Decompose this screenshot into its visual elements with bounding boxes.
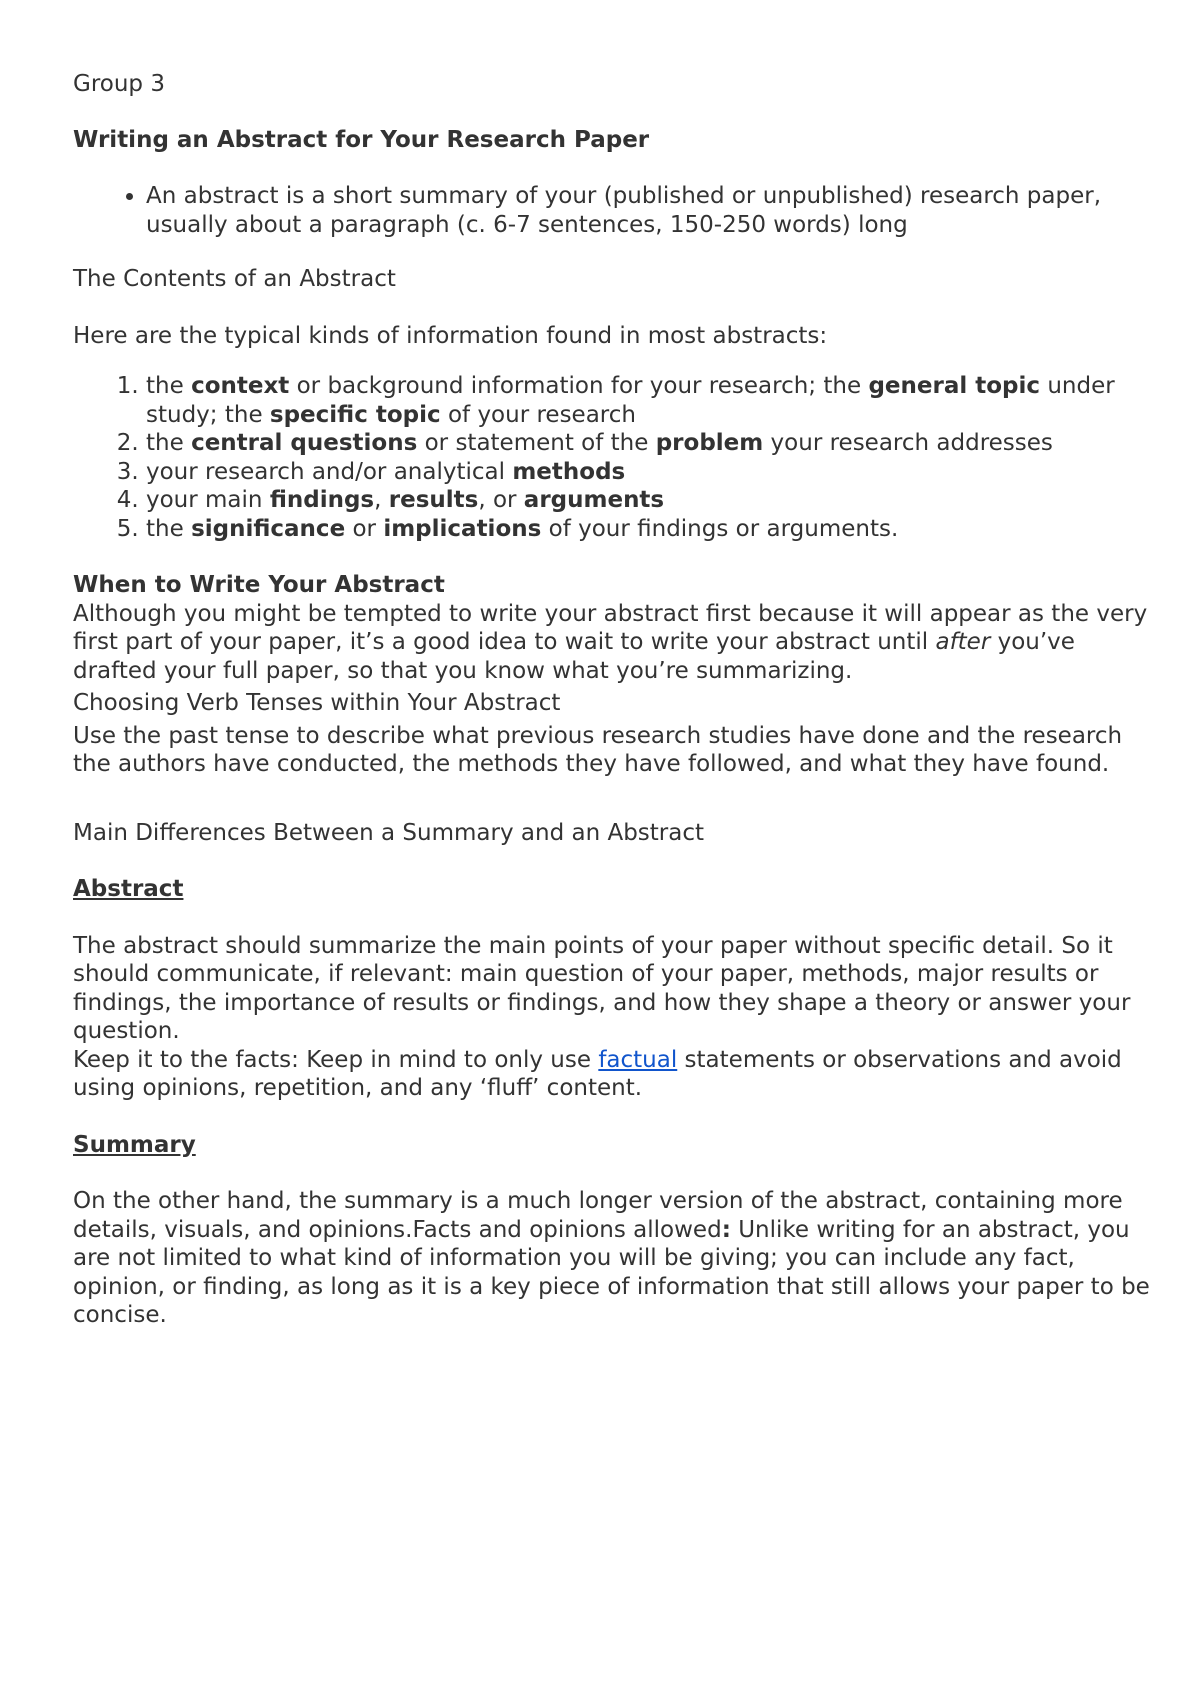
when-heading: When to Write Your Abstract: [73, 572, 445, 598]
summary-text: On the other hand, the summary is a much longer version of the abstract, containing more details, visuals, and opinions.Facts and opinions allowed: [73, 1188, 1123, 1243]
list-bold-text: central questions: [191, 430, 418, 456]
list-text: the: [146, 515, 192, 542]
list-text: or background information for your research; the: [289, 373, 869, 399]
group-label: Group 3: [73, 71, 165, 97]
list-text: your main: [146, 487, 270, 513]
when-text: Although you might be tempted to write your abstract first because it will appear as the very first part of your paper, it’s a good idea to wait to write your abstract until: [73, 600, 1148, 655]
list-text: , or: [478, 487, 524, 513]
contents-intro: Here are the typical kinds of information found in most abstracts:: [73, 322, 828, 349]
differences-heading: Main Differences Between a Summary and an Abstract: [73, 819, 705, 846]
document-page: [73, 70, 1153, 1330]
list-bold-text: significance: [191, 515, 346, 542]
document-title: Writing an Abstract for Your Research Paper: [73, 126, 650, 153]
abstract-heading: Abstract: [73, 876, 184, 902]
list-item: [146, 486, 1153, 515]
intro-bullet-item: • An abstract is a short summary of your (published or unpublished) research paper, usually about a paragraph (c. 6-7 sentences, 150-250 words) long: [146, 182, 1153, 239]
when-paragraph: [73, 600, 1153, 686]
verb-paragraph: Use the past tense to describe what previous research studies have done and the research the authors have conducted, the methods they have followed, and what they have found.: [73, 722, 1123, 777]
verb-heading: Choosing Verb Tenses within Your Abstract: [73, 690, 561, 716]
facts-text: Keep it to the facts: Keep in mind to only use: [73, 1046, 599, 1073]
list-bold-text: methods: [512, 458, 626, 485]
list-item: [146, 515, 1153, 544]
intro-bullet-list: [73, 182, 1153, 239]
list-item: [146, 429, 1153, 458]
list-text: your research addresses: [763, 430, 1053, 456]
list-bold-text: general topic: [868, 373, 1041, 399]
list-text: of your findings or arguments.: [541, 515, 899, 542]
list-bold-text: problem: [655, 430, 764, 456]
summary-heading: Summary: [73, 1131, 196, 1158]
list-text: ,: [374, 487, 389, 513]
contents-numbered-list: [73, 372, 1153, 543]
list-bold-text: findings: [269, 487, 375, 513]
facts-paragraph: [73, 1046, 1153, 1103]
list-bold-text: context: [191, 373, 290, 399]
list-text: your research and/or analytical: [146, 458, 513, 485]
contents-heading: The Contents of an Abstract: [73, 266, 396, 292]
summary-text: Unlike writing for an abstract, you are not limited to what kind of information you will be giving; you can include any fact, opinion, or finding, as long as it is a key piece of information that still allows your paper to be concise.: [73, 1216, 1150, 1328]
list-bold-text: implications: [383, 515, 542, 542]
list-bold-text: arguments: [523, 487, 665, 513]
list-text: of your research: [440, 401, 636, 428]
facts-text: statements or observations and avoid using opinions, repetition, and any ‘fluff’ content.: [73, 1046, 1122, 1101]
list-bold-text: results: [388, 487, 479, 513]
list-item: [146, 458, 1153, 487]
abstract-paragraph: The abstract should summarize the main points of your paper without specific detail. So it should communicate, if relevant: main question of your paper, methods, major results or findings, the importance of results or findings, and how they shape a theory or answer your question.: [73, 932, 1131, 1044]
list-text: or: [345, 515, 384, 542]
summary-paragraph: [73, 1187, 1153, 1330]
factual-link[interactable]: factual: [598, 1046, 678, 1073]
list-item: [146, 372, 1153, 429]
list-text: the: [146, 373, 192, 399]
list-text: or statement of the: [417, 430, 656, 456]
summary-bold-colon: :: [721, 1216, 731, 1243]
list-text: the: [146, 430, 192, 456]
when-italic-text: after: [935, 629, 991, 655]
list-bold-text: specific topic: [269, 401, 441, 428]
list-text: under study; the: [146, 373, 1115, 428]
when-text: you’ve drafted your full paper, so that you know what you’re summarizing.: [73, 629, 1075, 684]
